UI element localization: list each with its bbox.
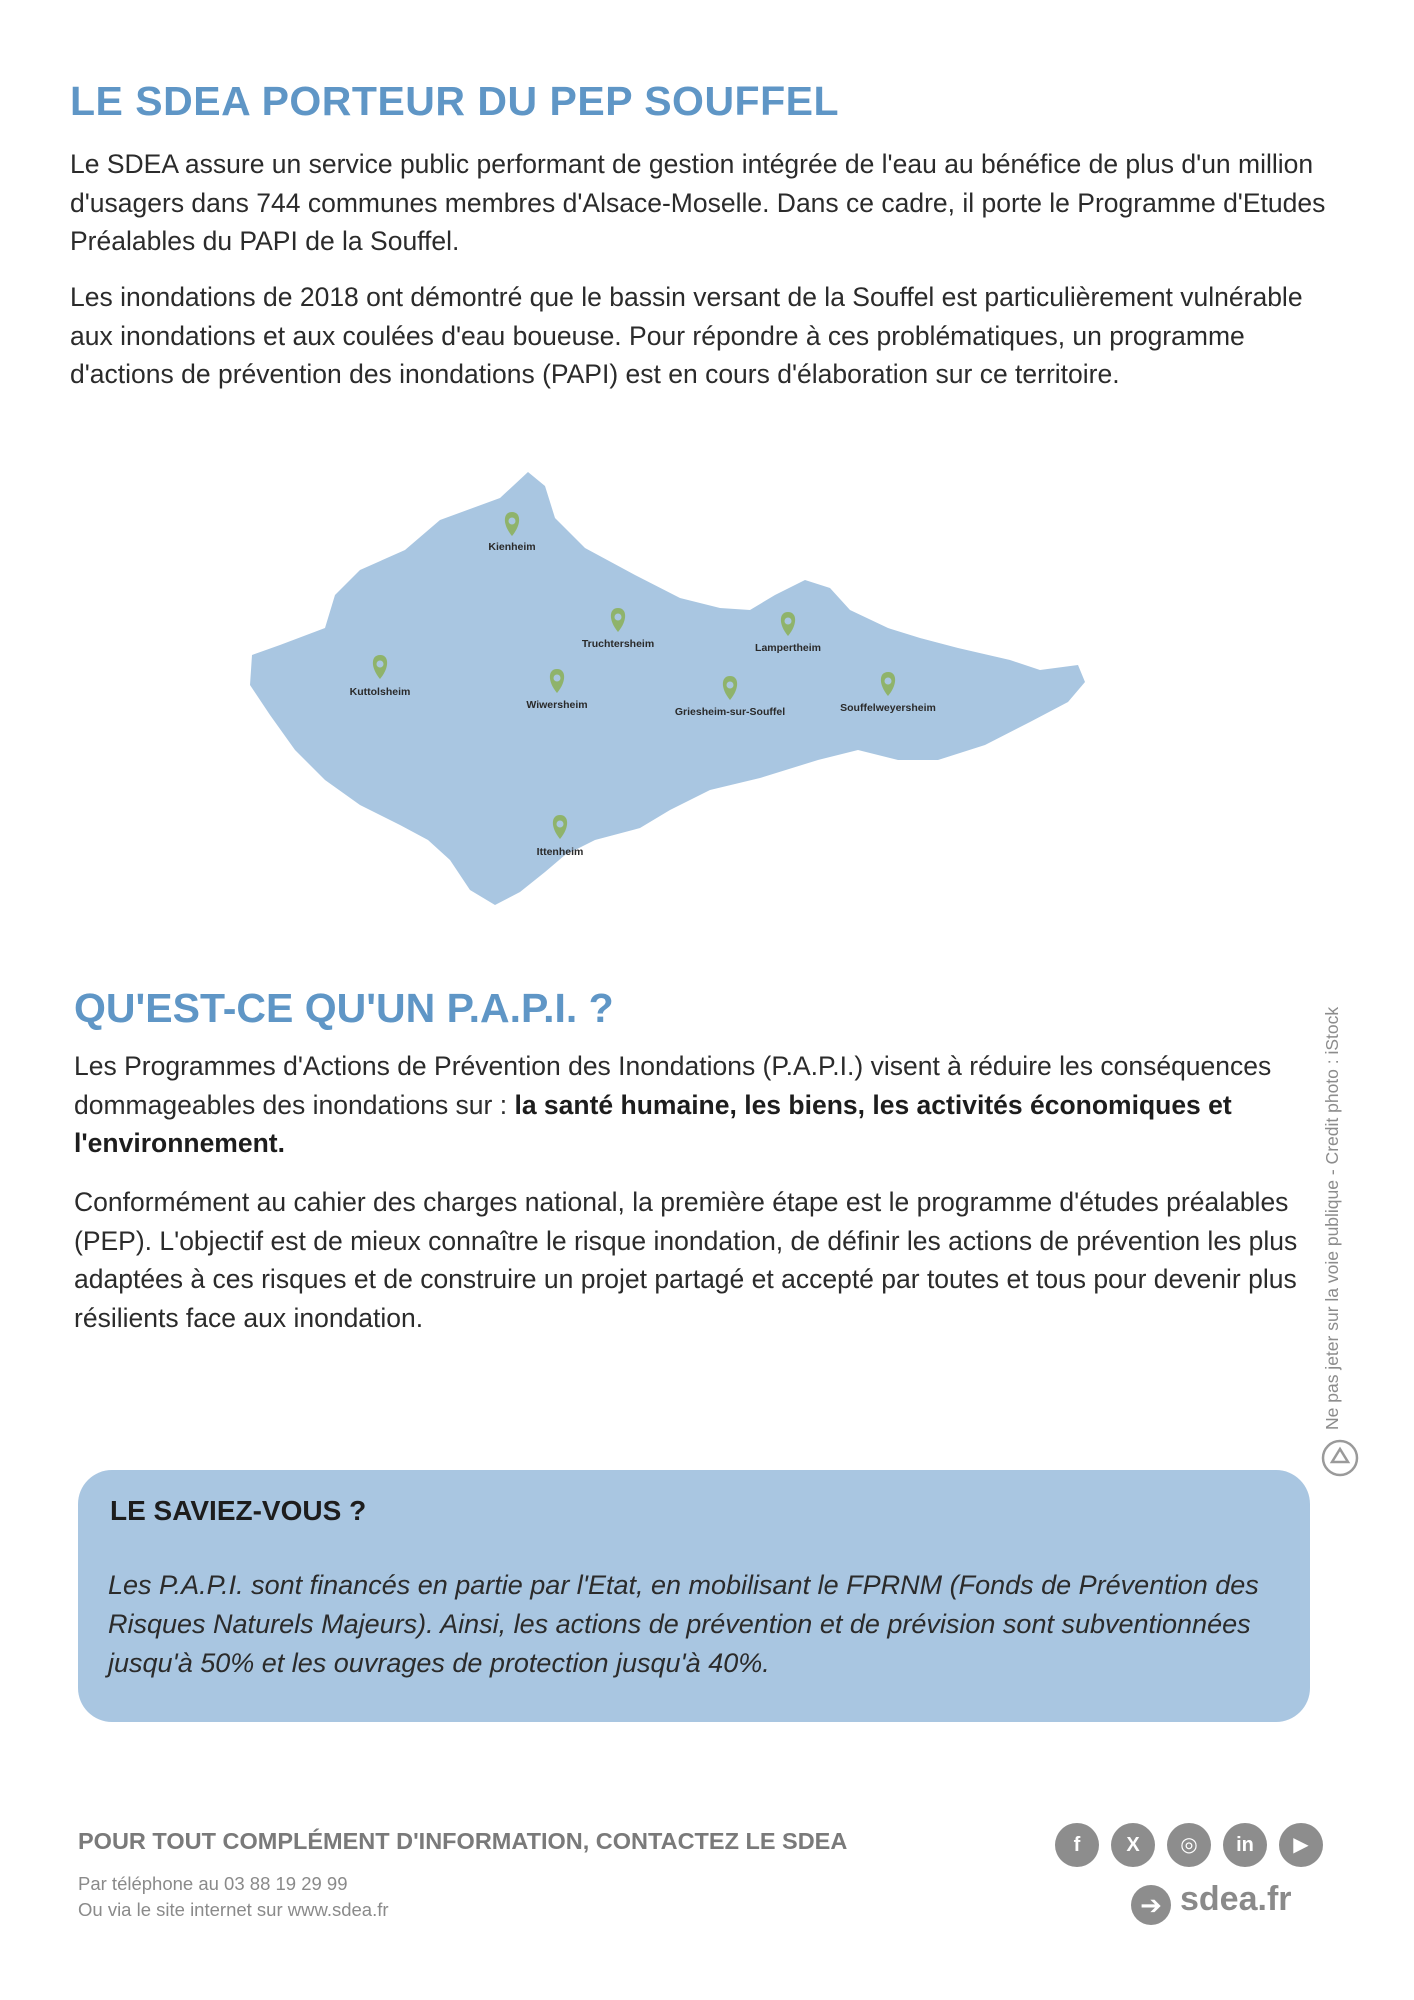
arrow-right-icon[interactable]: ➔ bbox=[1131, 1885, 1171, 1925]
info-box-title: LE SAVIEZ-VOUS ? bbox=[110, 1495, 367, 1526]
contact-web[interactable]: Ou via le site internet sur www.sdea.fr bbox=[78, 1899, 389, 1920]
instagram-icon[interactable]: ◎ bbox=[1167, 1823, 1211, 1867]
x-icon[interactable]: X bbox=[1111, 1823, 1155, 1867]
town-label: Ittenheim bbox=[536, 846, 584, 858]
town-label: Griesheim-sur-Souffel bbox=[674, 706, 786, 718]
side-disclaimer: Ne pas jeter sur la voie publique - Credit photo : iStock bbox=[1322, 1006, 1342, 1430]
pep-paragraph: Conformément au cahier des charges national, la première étape est le programme d'études préalables (PEP). L'objectif est de mieux connaître le risque inondation, de définir les actions de prévention les plus adaptées à ces risques et de construire un projet partagé et accepté par toutes et tous pour devenir plus résilients face aux inondation. bbox=[74, 1187, 1298, 1333]
town-label: Lampertheim bbox=[755, 642, 821, 654]
intro-paragraph: Le SDEA assure un service public performant de gestion intégrée de l'eau au bénéfice de plus d'un million d'usagers dans 744 communes membres d'Alsace-Moselle. Dans ce cadre, il porte le Programme d'Etudes Préalables du PAPI de la Souffel. bbox=[70, 149, 1326, 256]
recycle-icon bbox=[1320, 1438, 1360, 1478]
souffel-basin-map bbox=[240, 460, 1090, 920]
contact-phone: Par téléphone au 03 88 19 29 99 bbox=[78, 1873, 348, 1894]
town-label: Wiwersheim bbox=[526, 699, 588, 711]
town-label: Souffelweyersheim bbox=[840, 702, 936, 714]
section-title-papi: QU'EST-CE QU'UN P.A.P.I. ? bbox=[74, 985, 614, 1031]
facebook-icon[interactable]: f bbox=[1055, 1823, 1099, 1867]
youtube-icon[interactable]: ▶ bbox=[1279, 1823, 1323, 1867]
town-label: Kuttolsheim bbox=[349, 686, 411, 698]
section-title-sdea: LE SDEA PORTEUR DU PEP SOUFFEL bbox=[70, 78, 840, 124]
floods-paragraph: Les inondations de 2018 ont démontré que le bassin versant de la Souffel est particulièrement vulnérable aux inondations et aux coulées d'eau boueuse. Pour répondre à ces problématiques, un programme d'actions de prévention des inondations (PAPI) est en cours d'élaboration sur ce territoire. bbox=[70, 282, 1303, 389]
website-link[interactable]: sdea.fr bbox=[1180, 1880, 1292, 1918]
town-label: Truchtersheim bbox=[581, 638, 655, 650]
contact-title: POUR TOUT COMPLÉMENT D'INFORMATION, CONTACTEZ LE SDEA bbox=[78, 1828, 848, 1854]
linkedin-icon[interactable]: in bbox=[1223, 1823, 1267, 1867]
papi-definition-paragraph: Les Programmes d'Actions de Prévention des Inondations (P.A.P.I.) visent à réduire les conséquences dommageables des inondations sur : la santé humaine, les biens, les activités économiques et l'environnement. bbox=[74, 1051, 1272, 1158]
town-label: Kienheim bbox=[488, 541, 536, 553]
papi-stakes-bold: la santé humaine, les biens, les activités économiques et l'environnement. bbox=[74, 1089, 1232, 1158]
info-box-text: Les P.A.P.I. sont financés en partie par l'Etat, en mobilisant le FPRNM (Fonds de Prévention des Risques Naturels Majeurs). Ainsi, les actions de prévention et de prévision sont subventionnées jusqu'à 50% et les ouvrages de protection jusqu'à 40%. bbox=[108, 1570, 1259, 1678]
